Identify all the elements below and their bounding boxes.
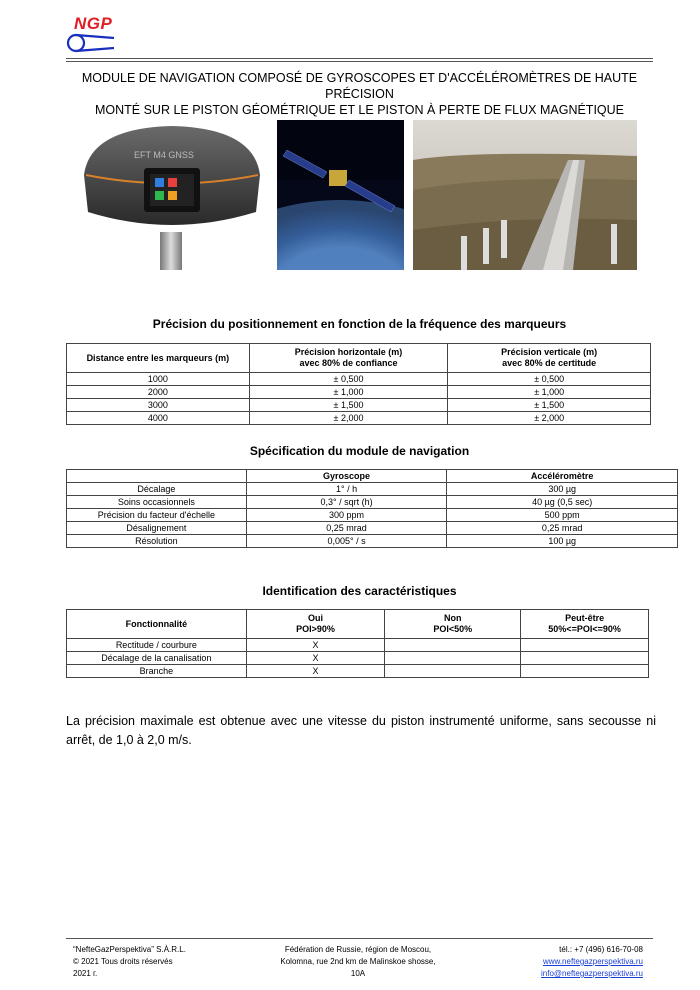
body-paragraph: La précision maximale est obtenue avec une vitesse du piston instrumenté uniforme, sans secousse ni arrêt, de 1,0 à 2,0 m/s. <box>66 714 656 747</box>
table-cell: Résolution <box>67 535 247 548</box>
table-cell: 3000 <box>67 399 250 412</box>
table-cell <box>521 665 649 678</box>
navigation-spec-table <box>66 469 678 548</box>
header-marker-distance: Distance entre les marqueurs (m) <box>67 344 250 373</box>
table-cell: Décalage <box>67 483 247 496</box>
table-cell: 40 µg (0,5 sec) <box>447 496 678 509</box>
table-cell: ± 2,000 <box>249 412 448 425</box>
table-cell: Décalage de la canalisation <box>67 652 247 665</box>
gnss-receiver-photo <box>72 120 272 270</box>
satellite-photo <box>277 120 404 270</box>
table-cell: ± 0,500 <box>448 373 651 386</box>
table-cell: 0,3° / sqrt (h) <box>246 496 447 509</box>
document-title <box>66 70 653 118</box>
table-row <box>67 399 651 412</box>
table-cell: Désalignement <box>67 522 247 535</box>
table-cell: 1000 <box>67 373 250 386</box>
table2-title: Spécification du module de navigation <box>249 444 470 458</box>
table-cell: ± 1,500 <box>448 399 651 412</box>
website-link[interactable]: www.neftegazperspektiva.ru <box>542 957 643 966</box>
company-logo <box>66 14 122 54</box>
footer-rule <box>66 938 653 939</box>
table-cell: X <box>246 665 385 678</box>
footer-contacts <box>490 944 643 980</box>
header-gyroscope: Gyroscope <box>246 470 447 483</box>
logo-pipe-icon <box>66 32 122 54</box>
table-cell <box>385 665 521 678</box>
header-no: Non POI<50% <box>385 610 521 639</box>
header-rule <box>66 61 653 62</box>
table-cell: 0,25 mrad <box>246 522 447 535</box>
table-cell: 0,25 mrad <box>447 522 678 535</box>
table-cell: 1° / h <box>246 483 447 496</box>
table-cell: ± 2,000 <box>448 412 651 425</box>
header-accelerometer: Accéléromètre <box>447 470 678 483</box>
header-vertical-precision: Précision verticale (m) avec 80% de certitude <box>448 344 651 373</box>
header-feature: Fonctionnalité <box>67 610 247 639</box>
header-maybe: Peut-être 50%<=POI<=90% <box>521 610 649 639</box>
table-cell: ± 1,000 <box>249 386 448 399</box>
table-cell: Soins occasionnels <box>67 496 247 509</box>
table-cell: Précision du facteur d'échelle <box>67 509 247 522</box>
table-cell <box>385 639 521 652</box>
header-horizontal-precision: Précision horizontale (m) avec 80% de confiance <box>249 344 448 373</box>
table-row <box>67 665 649 678</box>
table-row <box>67 652 649 665</box>
positioning-accuracy-table <box>66 343 651 425</box>
email-link[interactable]: info@neftegazperspektiva.ru <box>541 969 643 978</box>
header-rule <box>66 58 653 59</box>
pipeline-photo <box>413 120 637 270</box>
table-cell: Branche <box>67 665 247 678</box>
table-cell: 300 µg <box>447 483 678 496</box>
table-cell <box>521 652 649 665</box>
table-cell: 4000 <box>67 412 250 425</box>
feature-identification-table <box>66 609 649 678</box>
table-cell <box>385 652 521 665</box>
footer-address: Fédération de Russie, région de Moscou, Kolomna, rue 2nd km de Malinskoe shosse, 10A <box>280 945 436 978</box>
svg-text:EFT M4 GNSS: EFT M4 GNSS <box>134 150 194 160</box>
table-header-row <box>67 470 678 483</box>
logo-text: NGP <box>74 14 113 33</box>
table-row <box>67 535 678 548</box>
table-cell: 0,005° / s <box>246 535 447 548</box>
table-cell: 300 ppm <box>246 509 447 522</box>
table-row <box>67 373 651 386</box>
table-cell: ± 0,500 <box>249 373 448 386</box>
table-row <box>67 483 678 496</box>
table-row <box>67 639 649 652</box>
table-row <box>67 412 651 425</box>
table-cell: 2000 <box>67 386 250 399</box>
table-cell: X <box>246 639 385 652</box>
title-line-1: MODULE DE NAVIGATION COMPOSÉ DE GYROSCOPES ET D'ACCÉLÉROMÈTRES DE HAUTE PRÉCISION <box>81 71 638 101</box>
table-cell: Rectitude / courbure <box>67 639 247 652</box>
table-row <box>67 522 678 535</box>
table-cell: ± 1,000 <box>448 386 651 399</box>
table1-title: Précision du positionnement en fonction de la fréquence des marqueurs <box>152 317 567 331</box>
table-cell: 500 ppm <box>447 509 678 522</box>
table-cell: X <box>246 652 385 665</box>
footer-company: “NefteGazPerspektiva” S.À.R.L. © 2021 Tous droits réservés 2021 г. <box>73 945 186 978</box>
table-cell <box>521 639 649 652</box>
table-row <box>67 496 678 509</box>
table-cell: ± 1,500 <box>249 399 448 412</box>
footer-phone: tél.: +7 (496) 616-70-08 <box>559 945 643 954</box>
table-row <box>67 386 651 399</box>
table-row <box>67 509 678 522</box>
table-cell: 100 µg <box>447 535 678 548</box>
header-yes: Oui POI>90% <box>246 610 385 639</box>
table3-title: Identification des caractéristiques <box>262 584 457 598</box>
table-cell <box>67 470 247 483</box>
title-line-2: MONTÉ SUR LE PISTON GÉOMÉTRIQUE ET LE PISTON À PERTE DE FLUX MAGNÉTIQUE <box>94 103 625 117</box>
